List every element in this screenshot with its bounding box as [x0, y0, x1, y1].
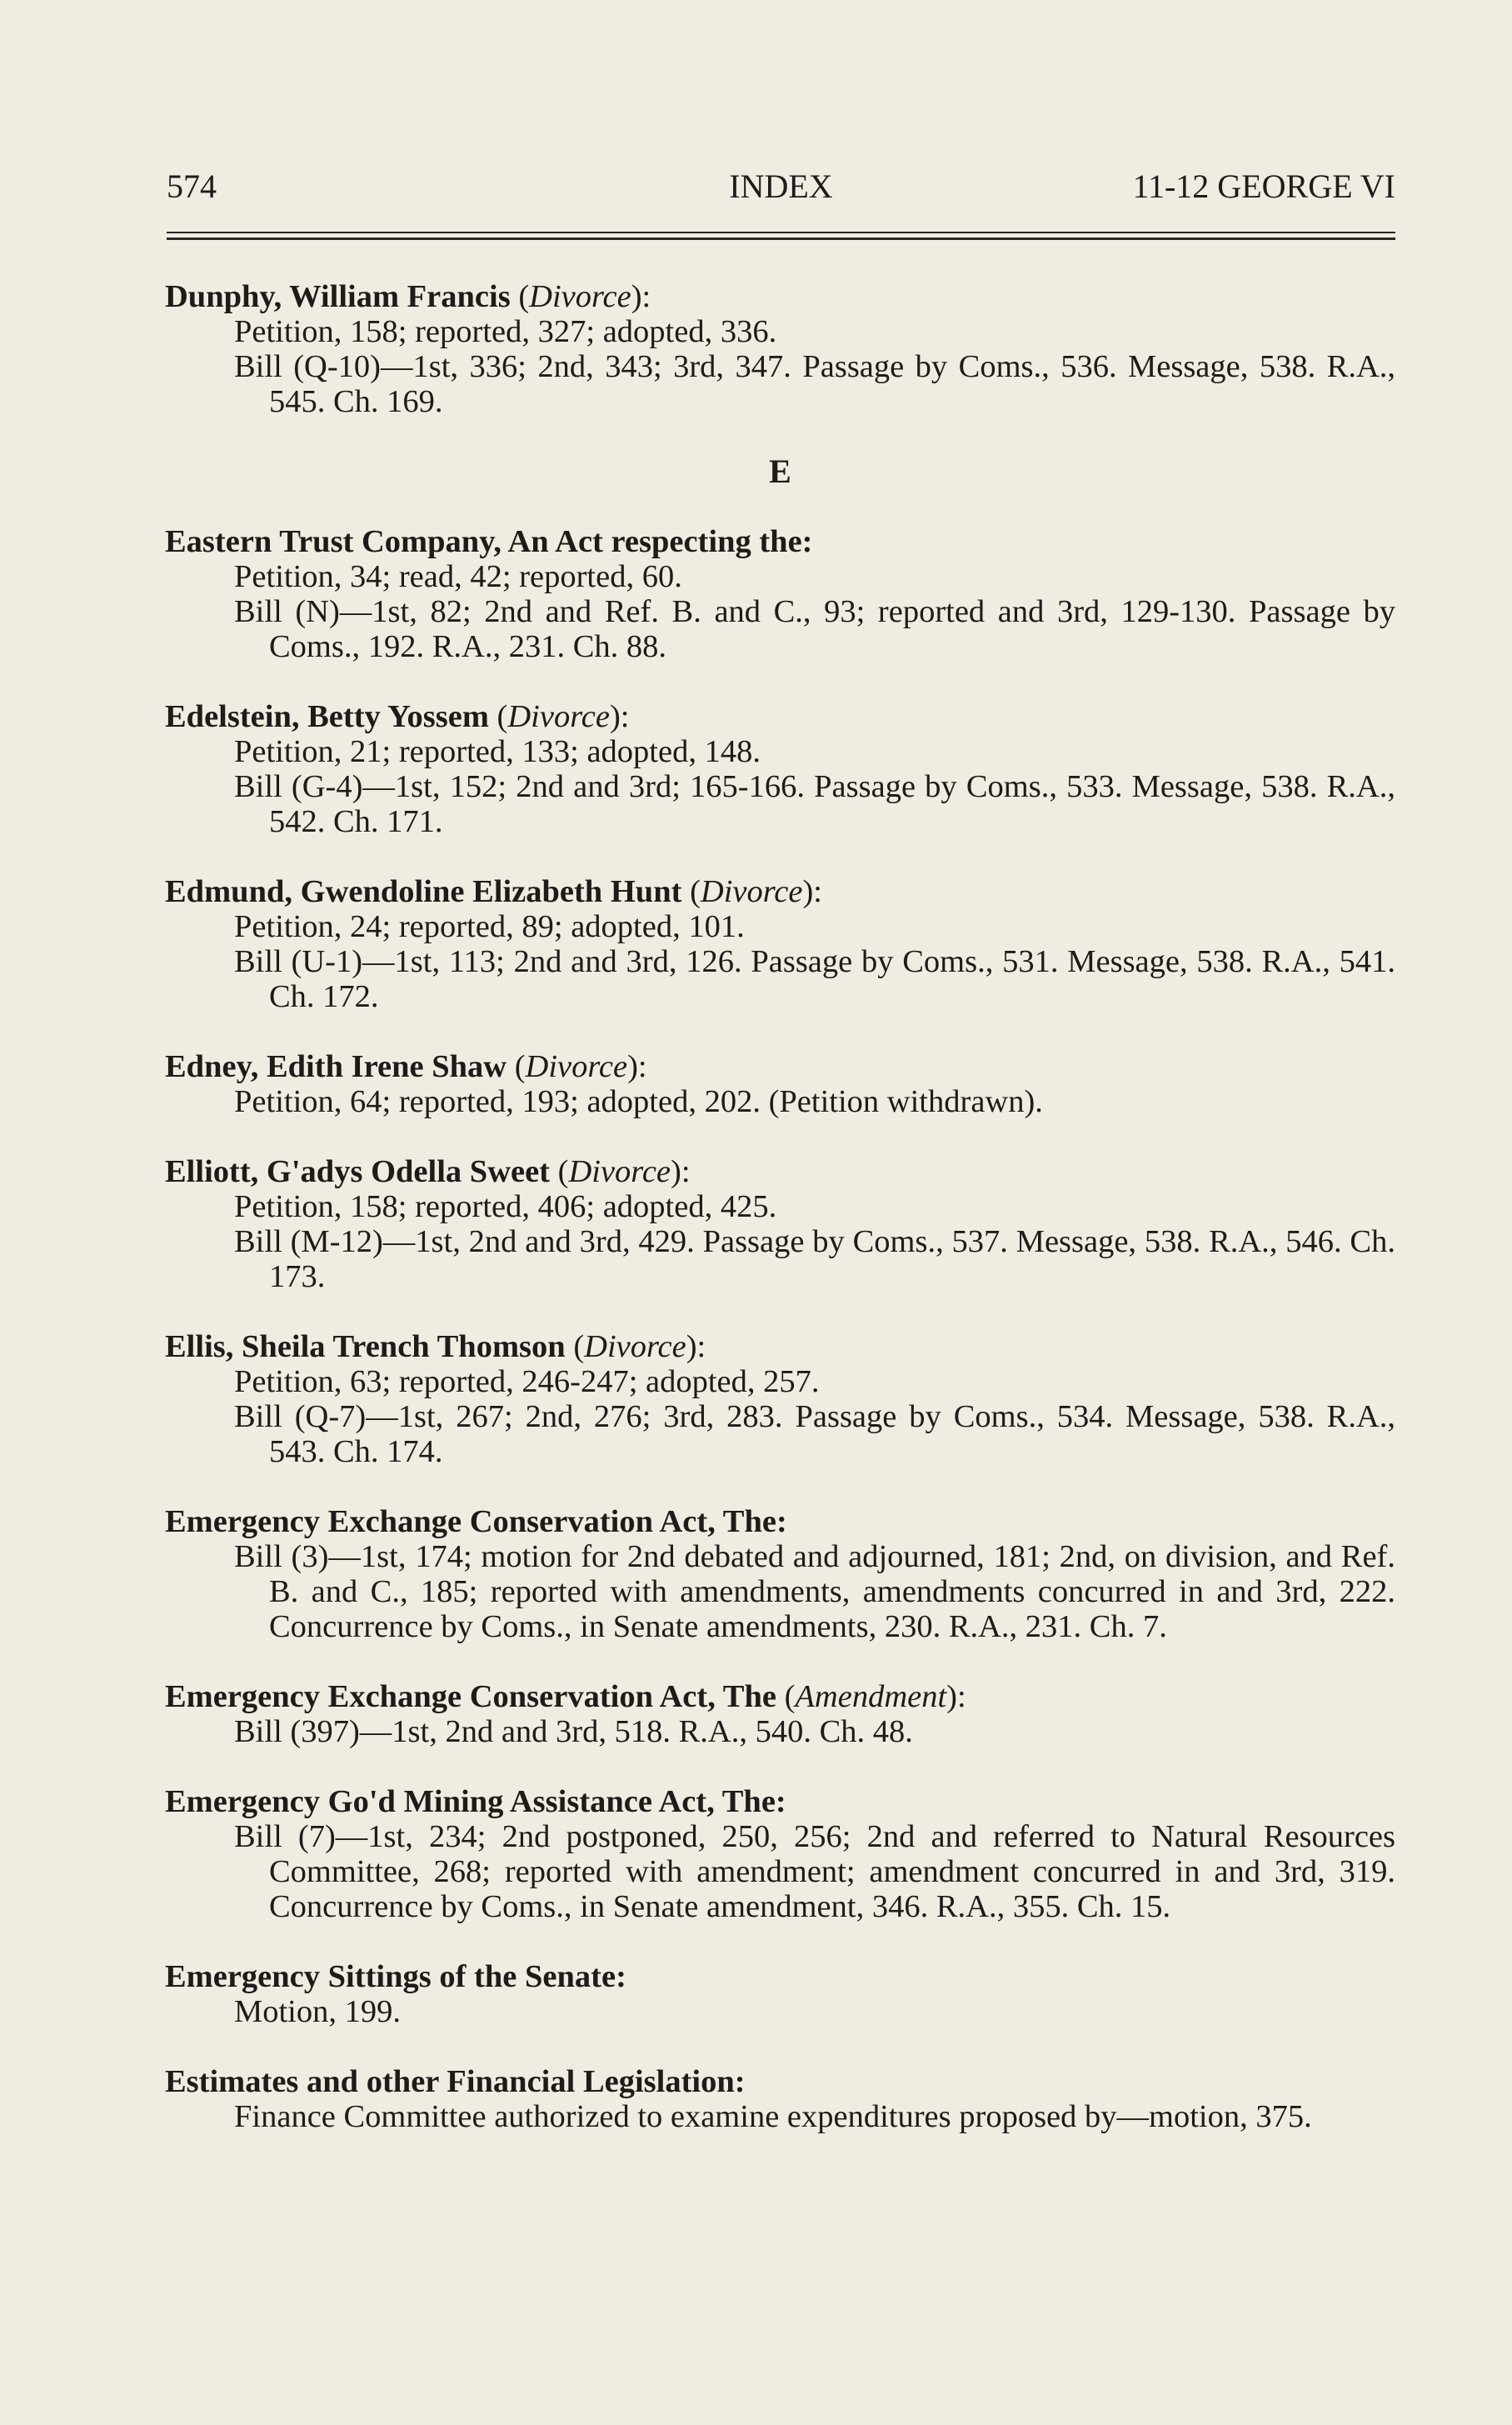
index-entry — [165, 1154, 1395, 1294]
entry-line: Bill (7)—1st, 234; 2nd postponed, 250, 256; 2nd and referred to Natural Resources Committee, 268; reported with amendment; amendment concurred in and 3rd, 319. Concurrence by Coms., in Senate amendment, 346. R.A., 355. Ch. 15. — [234, 1819, 1395, 1924]
entries-continued — [165, 279, 1395, 419]
entry-heading — [165, 1154, 1395, 1189]
entry-qualifier: (Divorce): — [565, 1329, 706, 1364]
header-rule-thin — [167, 232, 1395, 233]
page-title: INDEX — [729, 168, 833, 205]
index-entry — [165, 1679, 1395, 1749]
index-entry — [165, 524, 1395, 664]
entry-line: Bill (G-4)—1st, 152; 2nd and 3rd; 165-166. Passage by Coms., 533. Message, 538. R.A., 542. Ch. 171. — [234, 769, 1395, 839]
entry-name: Ellis, Sheila Trench Thomson — [165, 1329, 566, 1364]
entry-name: Eastern Trust Company, An Act respecting the: — [165, 524, 813, 559]
entry-line: Petition, 63; reported, 246-247; adopted, 257. — [234, 1364, 820, 1399]
entry-qualifier: (Divorce): — [510, 279, 651, 314]
entry-qualifier: (Divorce): — [681, 874, 822, 909]
index-content — [165, 279, 1395, 2134]
entry-heading — [165, 1679, 1395, 1714]
entry-line: Bill (N)—1st, 82; 2nd and Ref. B. and C., 93; reported and 3rd, 129-130. Passage by Coms., 192. R.A., 231. Ch. 88. — [234, 594, 1395, 664]
entry-qualifier-text: Divorce — [584, 1329, 686, 1364]
entry-name: Dunphy, William Francis — [165, 279, 511, 314]
entry-qualifier-text: Divorce — [568, 1154, 671, 1189]
entry-heading — [165, 2064, 1395, 2099]
entry-heading — [165, 279, 1395, 314]
entry-name: Edmund, Gwendoline Elizabeth Hunt — [165, 874, 682, 909]
entry-heading — [165, 524, 1395, 559]
entry-line: Bill (3)—1st, 174; motion for 2nd debated and adjourned, 181; 2nd, on division, and Ref. B. and C., 185; reported with amendments, amendments concurred in and 3rd, 222. Concurrence by Coms., in Senate amendments, 230. R.A., 231. Ch. 7. — [234, 1539, 1395, 1644]
entry-qualifier: (Amendment): — [776, 1679, 966, 1714]
entry-line: Bill (Q-10)—1st, 336; 2nd, 343; 3rd, 347. Passage by Coms., 536. Message, 538. R.A., 545. Ch. 169. — [234, 349, 1395, 419]
entry-heading — [165, 699, 1395, 734]
entry-line: Bill (Q-7)—1st, 267; 2nd, 276; 3rd, 283. Passage by Coms., 534. Message, 538. R.A., 543. Ch. 174. — [234, 1399, 1395, 1469]
entry-name: Emergency Go'd Mining Assistance Act, The: — [165, 1784, 786, 1819]
entry-line: Bill (M-12)—1st, 2nd and 3rd, 429. Passage by Coms., 537. Message, 538. R.A., 546. Ch. 173. — [234, 1224, 1395, 1294]
entry-qualifier-text: Divorce — [525, 1049, 628, 1084]
entry-qualifier: (Divorce): — [488, 699, 630, 734]
entry-name: Estimates and other Financial Legislation: — [165, 2064, 746, 2099]
index-entry — [165, 2064, 1395, 2134]
entry-line: Bill (U-1)—1st, 113; 2nd and 3rd, 126. Passage by Coms., 531. Message, 538. R.A., 541. Ch. 172. — [234, 944, 1395, 1014]
entry-qualifier-text: Divorce — [507, 699, 610, 734]
index-entry — [165, 1784, 1395, 1924]
entry-line: Petition, 158; reported, 406; adopted, 425. — [234, 1189, 777, 1224]
entry-name: Elliott, G'adys Odella Sweet — [165, 1154, 550, 1189]
entry-line: Motion, 199. — [234, 1994, 402, 2029]
entry-line: Petition, 21; reported, 133; adopted, 148. — [234, 734, 761, 769]
entry-name: Edelstein, Betty Yossem — [165, 699, 489, 734]
entry-heading — [165, 1329, 1395, 1364]
entry-line: Petition, 64; reported, 193; adopted, 202. (Petition withdrawn). — [234, 1084, 1043, 1119]
entry-name: Emergency Exchange Conservation Act, The: — [165, 1504, 787, 1539]
entry-qualifier: (Divorce): — [550, 1154, 691, 1189]
entry-name: Edney, Edith Irene Shaw — [165, 1049, 507, 1084]
entry-line: Petition, 24; reported, 89; adopted, 101. — [234, 909, 745, 944]
index-entry — [165, 1329, 1395, 1469]
entry-heading — [165, 1959, 1395, 1994]
entry-qualifier-text: Divorce — [700, 874, 803, 909]
section-letter: E — [769, 452, 791, 490]
index-entry — [165, 699, 1395, 839]
index-entry — [165, 1504, 1395, 1644]
entry-line: Finance Committee authorized to examine expenditures proposed by—motion, 375. — [234, 2099, 1312, 2134]
page-number: 574 — [167, 168, 217, 205]
entry-heading — [165, 1784, 1395, 1819]
entry-qualifier: (Divorce): — [506, 1049, 647, 1084]
page-header — [167, 167, 1395, 217]
index-entry — [165, 279, 1395, 419]
index-entry — [165, 1959, 1395, 2029]
index-entry — [165, 874, 1395, 1014]
entry-heading — [165, 874, 1395, 909]
entry-line: Petition, 34; read, 42; reported, 60. — [234, 559, 682, 594]
entry-line: Petition, 158; reported, 327; adopted, 336. — [234, 314, 777, 349]
header-rule-thick — [167, 238, 1395, 240]
entry-line: Bill (397)—1st, 2nd and 3rd, 518. R.A., 540. Ch. 48. — [234, 1714, 913, 1749]
entry-name: Emergency Exchange Conservation Act, The — [165, 1679, 776, 1714]
entry-heading — [165, 1504, 1395, 1539]
entry-qualifier-text: Amendment — [795, 1679, 947, 1714]
entry-heading — [165, 1049, 1395, 1084]
entry-name: Emergency Sittings of the Senate: — [165, 1959, 626, 1994]
index-entry — [165, 1049, 1395, 1119]
entry-qualifier-text: Divorce — [529, 279, 631, 314]
entries-section-e — [165, 524, 1395, 2134]
running-head-reign: 11-12 GEORGE VI — [1132, 168, 1395, 205]
